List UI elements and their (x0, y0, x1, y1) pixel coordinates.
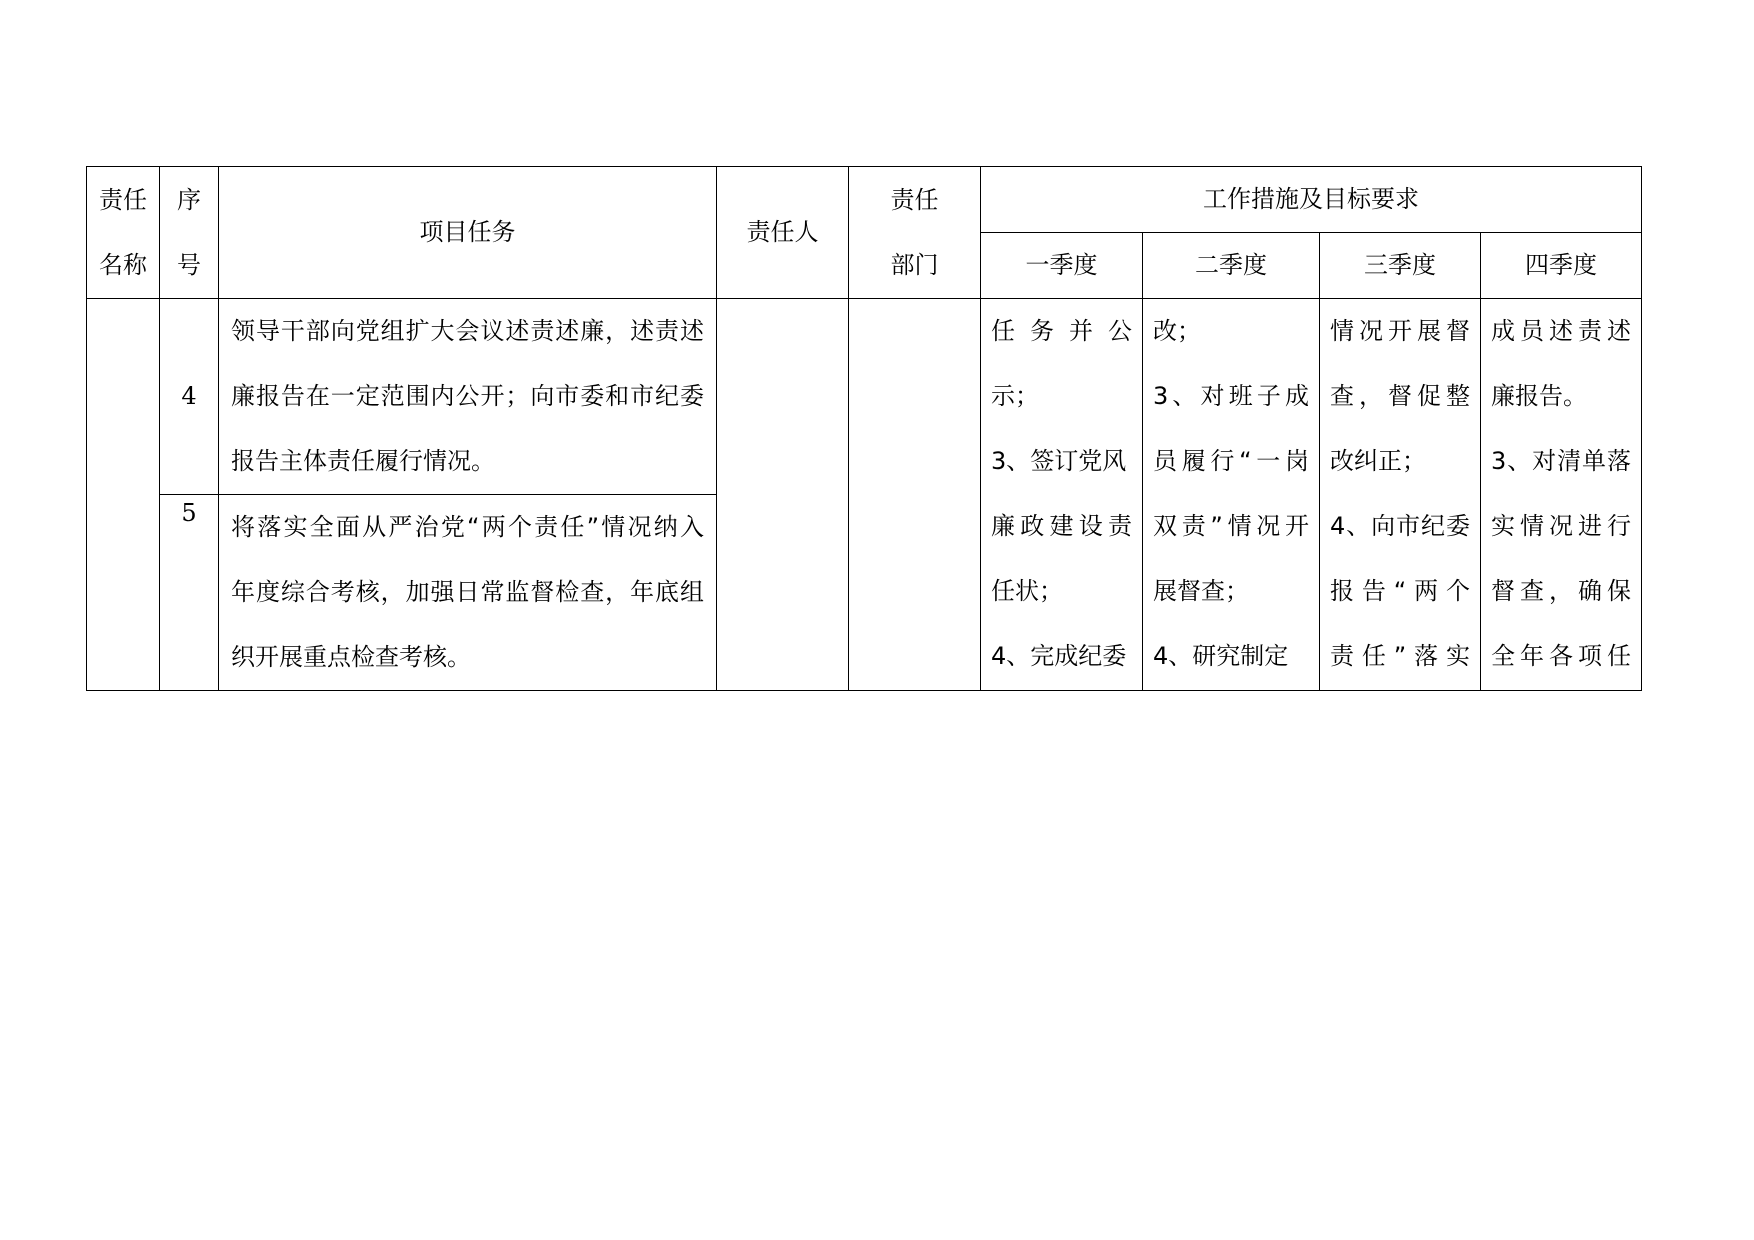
header-project-task: 项目任务 (219, 167, 717, 299)
responsible-person-cell (717, 299, 849, 691)
header-q2: 二季度 (1143, 233, 1320, 299)
responsible-dept-cell (849, 299, 981, 691)
q1-cell: 任务并公 示； 3、签订党风 廉政建设责 任状； 4、完成纪委 (981, 299, 1143, 691)
header-responsibility-name: 责任 名称 (87, 167, 160, 299)
header-responsible-person: 责任人 (717, 167, 849, 299)
header-responsible-dept: 责任 部门 (849, 167, 981, 299)
task-cell: 将落实全面从严治党“两个责任”情况纳入 年度综合考核，加强日常监督检查，年底组 织开展重点检查考核。 (219, 495, 717, 691)
responsibility-name-cell (87, 299, 160, 691)
header-seq: 序 号 (160, 167, 219, 299)
q4-cell: 成员述责述 廉报告。 3、对清单落 实情况进行 督查，确保 全年各项任 (1481, 299, 1642, 691)
q3-cell: 情况开展督 查，督促整 改纠正； 4、向市纪委 报告“两个 责任”落实 (1320, 299, 1481, 691)
header-q1: 一季度 (981, 233, 1143, 299)
header-row-1 (87, 167, 1642, 233)
header-q4: 四季度 (1481, 233, 1642, 299)
header-measures: 工作措施及目标要求 (981, 167, 1642, 233)
header-q3: 三季度 (1320, 233, 1481, 299)
seq-cell: 4 (160, 299, 219, 495)
task-cell: 领导干部向党组扩大会议述责述廉，述责述 廉报告在一定范围内公开；向市委和市纪委 报告主体责任履行情况。 (219, 299, 717, 495)
q2-cell: 改； 3、对班子成 员履行“一岗 双责”情况开 展督查； 4、研究制定 (1143, 299, 1320, 691)
seq-cell: 5 (160, 495, 219, 691)
responsibility-table (86, 166, 1642, 691)
table-row (87, 299, 1642, 495)
